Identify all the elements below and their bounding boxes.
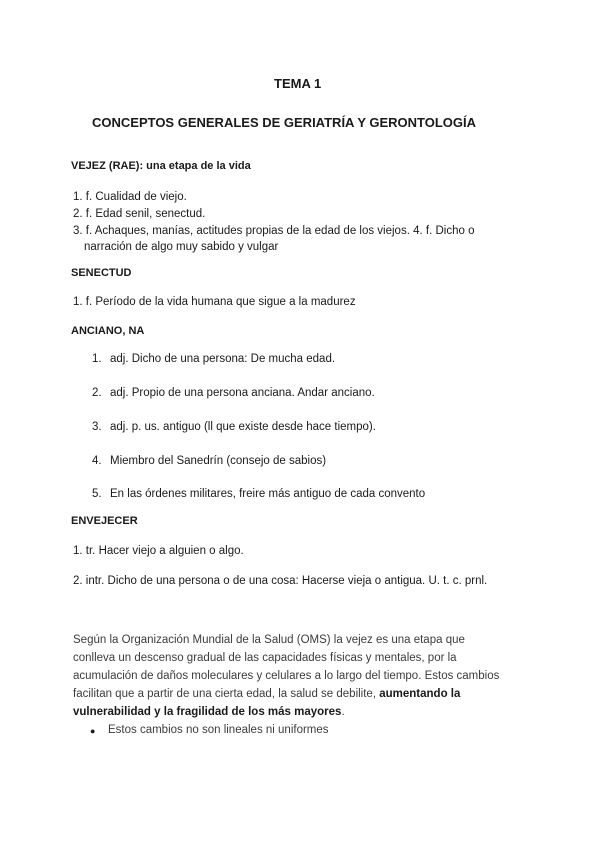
oms-emphasis: aumentando la <box>379 688 461 700</box>
tema-label: TEMA 1 <box>274 76 322 91</box>
anciano-item-text: adj. p. us. antiguo (ll que existe desde hace tiempo). <box>110 421 376 433</box>
anciano-item-number: 1. <box>92 353 102 365</box>
vejez-item: narración de algo muy sabido y vulgar <box>84 241 279 253</box>
senectud-heading: SENECTUD <box>71 267 132 279</box>
oms-text: facilitan que a partir de una cierta edad, la salud se debilite, <box>73 688 377 700</box>
vejez-item: 2. f. Edad senil, senectud. <box>73 208 206 220</box>
envejecer-heading: ENVEJECER <box>71 515 138 527</box>
anciano-item-text: Miembro del Sanedrín (consejo de sabios) <box>110 455 327 467</box>
oms-paragraph-line: acumulación de daños moleculares y celulares a lo largo del tiempo. Estos cambios <box>73 670 500 682</box>
oms-period: . <box>341 706 345 718</box>
anciano-heading: ANCIANO, NA <box>71 325 145 337</box>
oms-paragraph-line <box>73 703 345 721</box>
anciano-item-number: 4. <box>92 455 102 467</box>
senectud-item: 1. f. Período de la vida humana que sigue a la madurez <box>73 296 356 308</box>
oms-paragraph-line: Según la Organización Mundial de la Salud (OMS) la vejez es una etapa que <box>73 634 465 646</box>
oms-emphasis: vulnerabilidad y la fragilidad de los más mayores <box>73 706 342 718</box>
anciano-item-number: 5. <box>92 488 102 500</box>
vejez-item: 3. f. Achaques, manías, actitudes propias de la edad de los viejos. 4. f. Dicho o <box>73 225 475 237</box>
anciano-item-number: 3. <box>92 421 102 433</box>
anciano-item-text: adj. Dicho de una persona: De mucha edad. <box>110 353 336 365</box>
anciano-item-text: En las órdenes militares, freire más antiguo de cada convento <box>110 488 426 500</box>
anciano-item-number: 2. <box>92 387 102 399</box>
oms-paragraph-line: conlleva un descenso gradual de las capacidades físicas y mentales, por la <box>73 652 457 664</box>
vejez-heading: VEJEZ (RAE): una etapa de la vida <box>71 160 251 172</box>
oms-paragraph-line <box>73 685 460 703</box>
vejez-item: 1. f. Cualidad de viejo. <box>73 191 187 203</box>
anciano-item-text: adj. Propio de una persona anciana. Andar anciano. <box>110 387 375 399</box>
bullet-icon: ● <box>90 726 96 736</box>
envejecer-item: 2. intr. Dicho de una persona o de una cosa: Hacerse vieja o antigua. U. t. c. prnl. <box>73 575 488 587</box>
page-title: CONCEPTOS GENERALES DE GERIATRÍA Y GERONTOLOGÍA <box>92 115 477 130</box>
bullet-text: Estos cambios no son lineales ni uniformes <box>108 724 329 736</box>
envejecer-item: 1. tr. Hacer viejo a alguien o algo. <box>73 545 244 557</box>
